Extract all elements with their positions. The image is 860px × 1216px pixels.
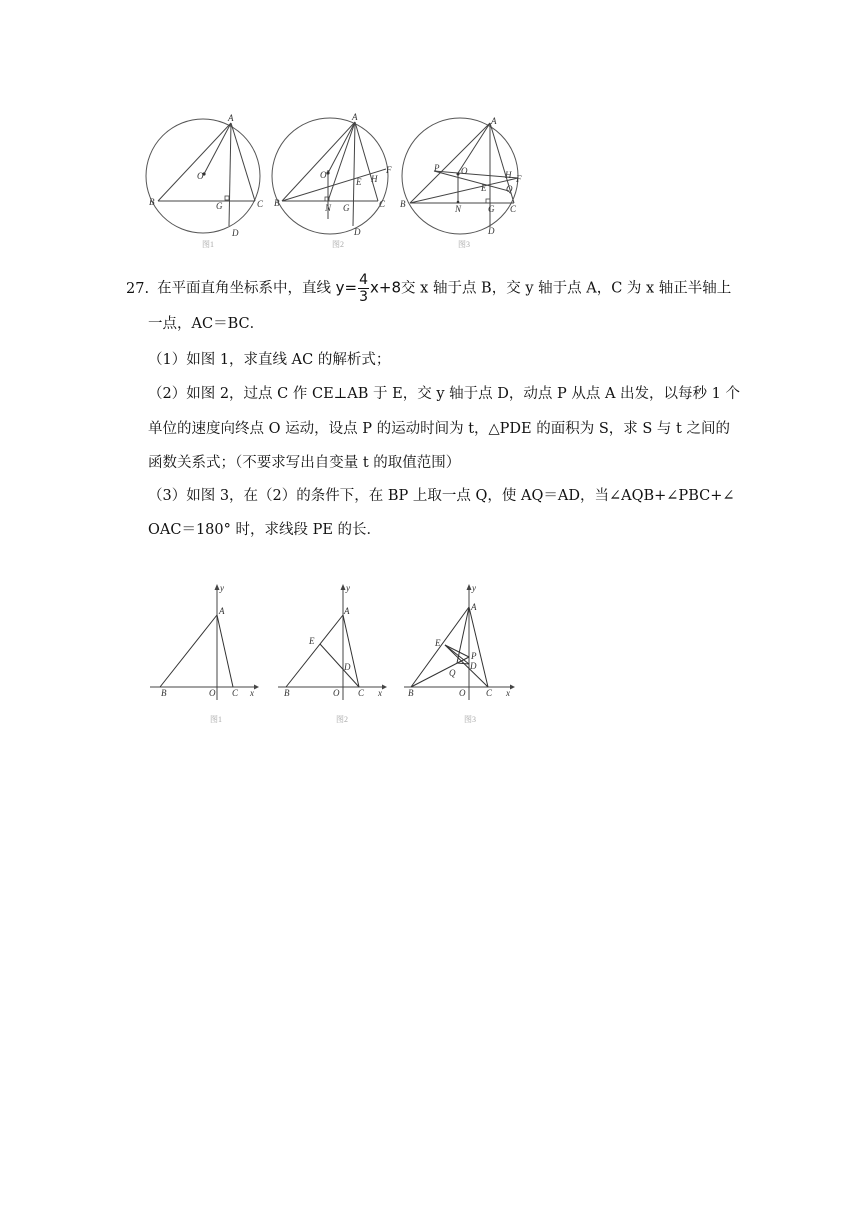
- label-F: F: [386, 165, 392, 175]
- part-2-line-1: （2）如图 2，过点 C 作 CE⊥AB 于 E，交 y 轴于点 D，动点 P 从点 A 出发，以每秒 1 个: [148, 386, 740, 402]
- label-P: P: [434, 163, 440, 173]
- problem-line-1: [126, 272, 731, 305]
- part-3-line-2: OAC＝180° 时，求线段 PE 的长．: [148, 522, 382, 538]
- figure-caption: 图2: [332, 240, 344, 249]
- label-P: P: [471, 651, 477, 661]
- part-3-line-1: （3）如图 3，在（2）的条件下，在 BP 上取一点 Q，使 AQ＝AD，当∠AQB+∠PBC+∠: [148, 488, 735, 504]
- coordinate-diagram-3: [400, 582, 520, 728]
- label-D: D: [232, 228, 239, 238]
- axis-label-y: y: [346, 583, 350, 593]
- label-A: A: [491, 116, 497, 126]
- label-A: A: [471, 602, 477, 612]
- label-A: A: [344, 606, 350, 616]
- coordinate-diagram-2: [274, 582, 389, 728]
- label-E: E: [481, 183, 487, 193]
- problem-line-2: 一点，AC＝BC．: [148, 316, 265, 332]
- equation-y: y=: [335, 278, 358, 297]
- label-B: B: [274, 198, 280, 208]
- label-O: O: [320, 170, 327, 180]
- label-C: C: [257, 199, 264, 209]
- figure-caption: 图3: [458, 240, 470, 249]
- label-C: C: [379, 199, 386, 209]
- axis-label-y: y: [220, 583, 224, 593]
- label-O: O: [459, 688, 466, 698]
- figure-caption: 图2: [336, 715, 348, 724]
- label-C: C: [358, 688, 365, 698]
- label-N: N: [325, 203, 332, 213]
- fraction-denominator: 3: [359, 289, 369, 305]
- label-B: B: [400, 199, 406, 209]
- label-D: D: [344, 662, 351, 672]
- axis-label-y: y: [472, 583, 476, 593]
- label-Q: Q: [506, 184, 513, 194]
- label-O: O: [461, 166, 468, 176]
- circle-diagram-3: [398, 112, 533, 252]
- bottom-figure-1: [146, 582, 261, 728]
- label-O: O: [209, 688, 216, 698]
- axis-label-x: x: [378, 688, 382, 698]
- question-number: 27.: [126, 280, 150, 297]
- label-E: E: [356, 177, 362, 187]
- label-D: D: [470, 661, 477, 671]
- bottom-figure-3: [400, 582, 520, 728]
- label-C: C: [510, 204, 517, 214]
- label-A: A: [228, 113, 234, 123]
- coordinate-diagram-1: [146, 582, 261, 728]
- label-A: A: [219, 606, 225, 616]
- label-B: B: [149, 197, 155, 207]
- label-A: A: [352, 112, 358, 122]
- fraction-numerator: 4: [359, 272, 369, 288]
- label-Q: Q: [449, 668, 456, 678]
- label-O: O: [333, 688, 340, 698]
- bottom-figure-2: [274, 582, 389, 728]
- label-H: H: [505, 170, 512, 180]
- problem-intro-suffix: 交 x 轴于点 B，交 y 轴于点 A，C 为 x 轴正半轴上: [401, 280, 732, 297]
- label-D: D: [488, 226, 495, 236]
- label-D: D: [354, 227, 361, 237]
- figure-caption: 图1: [210, 715, 222, 724]
- label-O: O: [197, 171, 204, 181]
- figure-caption: 图3: [464, 715, 476, 724]
- circle-diagram-2: [268, 112, 396, 252]
- label-E: E: [435, 638, 441, 648]
- label-B: B: [161, 688, 167, 698]
- axis-label-x: x: [506, 688, 510, 698]
- axis-label-x: x: [250, 688, 254, 698]
- top-figure-1: [140, 112, 265, 252]
- label-G: G: [216, 201, 223, 211]
- label-F: F: [516, 174, 522, 184]
- label-H: H: [371, 174, 378, 184]
- label-B: B: [408, 688, 414, 698]
- part-1-text: （1）如图 1，求直线 AC 的解析式；: [148, 352, 391, 368]
- label-N: N: [455, 204, 462, 214]
- label-C: C: [486, 688, 493, 698]
- label-G: G: [488, 204, 495, 214]
- problem-intro: 在平面直角坐标系中，直线: [157, 280, 336, 297]
- part-2-line-3: 函数关系式；（不要求写出自变量 t 的取值范围）: [148, 455, 461, 471]
- part-2-line-2: 单位的速度向终点 O 运动，设点 P 的运动时间为 t，△PDE 的面积为 S，求 S 与 t 之间的: [148, 421, 730, 437]
- fraction: [358, 272, 369, 305]
- label-G: G: [343, 203, 350, 213]
- equation-rest: x+8: [370, 278, 402, 297]
- label-B: B: [284, 688, 290, 698]
- label-E: E: [309, 636, 315, 646]
- circle-diagram-1: [140, 112, 265, 252]
- top-figure-2: [268, 112, 396, 252]
- top-figure-3: [398, 112, 533, 252]
- label-C: C: [232, 688, 239, 698]
- figure-caption: 图1: [202, 240, 214, 249]
